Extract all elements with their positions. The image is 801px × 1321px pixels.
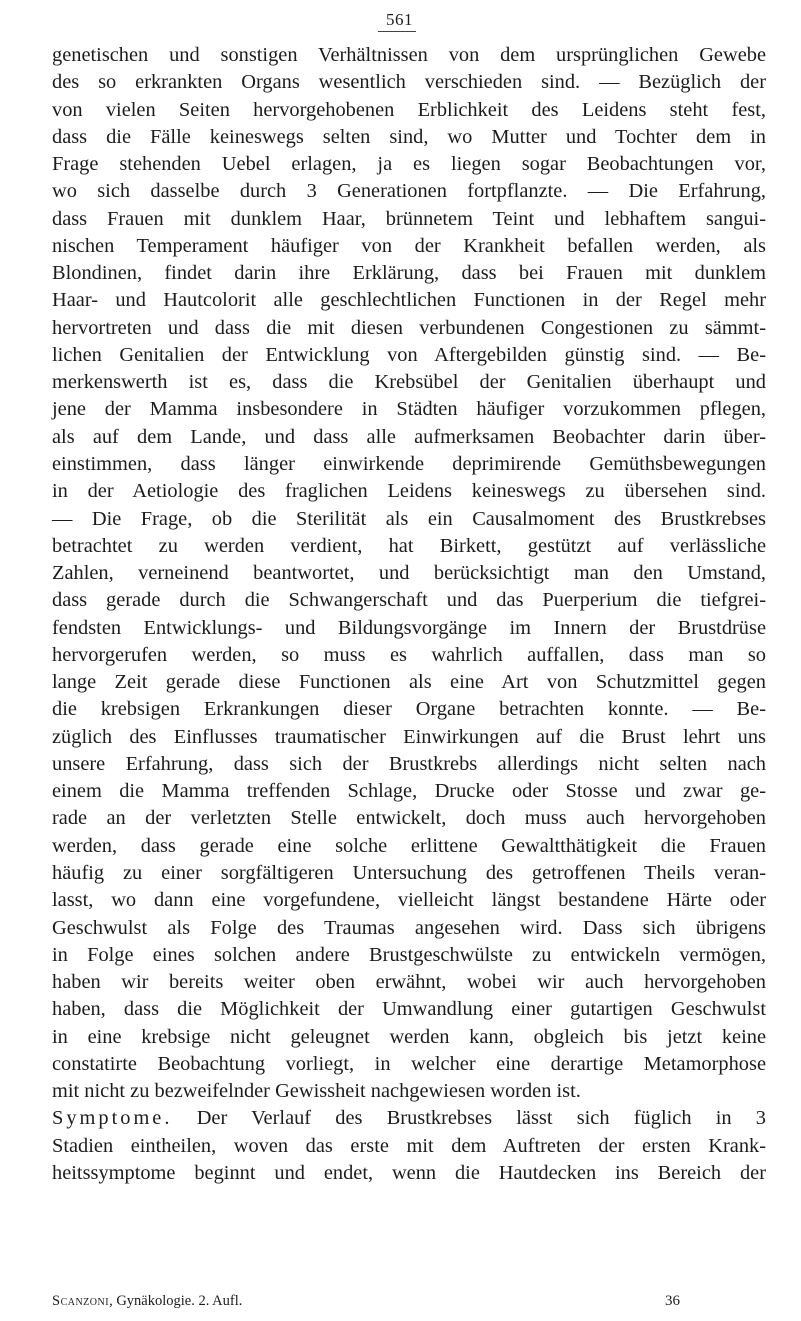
text-line: Zahlen, verneinend beantwortet, und berücksichtigt man den Umstand, [52, 562, 766, 585]
text-line: in Folge eines solchen andere Brustgeschwülste zu entwickeln vermögen, [52, 943, 766, 966]
page-footer [52, 1290, 766, 1312]
text-line: Haar- und Hautcolorit alle geschlechtlichen Functionen in der Regel mehr [52, 289, 766, 312]
text-line: in eine krebsige nicht geleugnet werden kann, obgleich bis jetzt keine [52, 1025, 766, 1048]
text-line: einstimmen, dass länger einwirkende deprimirende Gemüthsbewegungen [52, 452, 766, 475]
text-line: fendsten Entwicklungs- und Bildungsvorgänge im Innern der Brustdrüse [52, 616, 766, 639]
text-line: lasst, wo dann eine vorgefundene, vielleicht längst bestandene Härte oder [52, 889, 766, 912]
footer-book-title: , Gynäkologie. 2. Aufl. [109, 1293, 243, 1309]
text-line: Geschwulst als Folge des Traumas angesehen wird. Dass sich übrigens [52, 916, 766, 939]
text-line: von vielen Seiten hervorgehobenen Erblichkeit des Leidens steht fest, [52, 98, 766, 121]
body-text [52, 42, 766, 1187]
text-line: Frage stehenden Uebel erlagen, ja es liegen sogar Beobachtungen vor, [52, 153, 766, 176]
text-line: des so erkrankten Organs wesentlich verschieden sind. — Bezüglich der [52, 71, 766, 94]
text-line: Stadien eintheilen, woven das erste mit dem Auftreten der ersten Krank- [52, 1134, 766, 1157]
text-line: lichen Genitalien der Entwicklung von Aftergebilden günstig sind. — Be- [52, 343, 766, 366]
text-line: jene der Mamma insbesondere in Städten häufiger vorzukommen pflegen, [52, 398, 766, 421]
text-line: dass gerade durch die Schwangerschaft und das Puerperium die tiefgrei- [52, 589, 766, 612]
text-line: betrachtet zu werden verdient, hat Birkett, gestützt auf verlässliche [52, 534, 766, 557]
text-line: mit nicht zu bezweifelnder Gewissheit nachgewiesen worden ist. [52, 1080, 581, 1103]
text-line: dass Frauen mit dunklem Haar, brünnetem Teint und lebhaftem sangui- [52, 207, 766, 230]
text-line: — Die Frage, ob die Sterilität als ein Causalmoment des Brustkrebses [52, 507, 766, 530]
text-line: Blondinen, findet darin ihre Erklärung, dass bei Frauen mit dunklem [52, 262, 766, 285]
text-line: rade an der verletzten Stelle entwickelt, doch muss auch hervorgehoben [52, 807, 766, 830]
text-line: häufig zu einer sorgfältigeren Untersuchung des getroffenen Theils veran- [52, 861, 766, 884]
text-line: nischen Temperament häufiger von der Krankheit befallen werden, als [52, 234, 766, 257]
text-line: haben wir bereits weiter oben erwähnt, wobei wir auch hervorgehoben [52, 971, 766, 994]
page-number-underline [378, 31, 416, 32]
section-heading-symptome: Symptome. [52, 1107, 173, 1130]
text-line: die krebsigen Erkrankungen dieser Organe betrachten konnte. — Be- [52, 698, 766, 721]
text-line: wo sich dasselbe durch 3 Generationen fortpflanzte. — Die Erfahrung, [52, 180, 766, 203]
sheet-signature: 36 [665, 1293, 680, 1309]
text-line: züglich des Einflusses traumatischer Einwirkungen auf die Brust lehrt uns [52, 725, 766, 748]
text-line: merkenswerth ist es, dass die Krebsübel der Genitalien überhaupt und [52, 371, 766, 394]
footer-citation [52, 1290, 242, 1312]
text-line: constatirte Beobachtung vorliegt, in welcher eine derartige Metamorphose [52, 1052, 766, 1075]
text-line: lange Zeit gerade diese Functionen als eine Art von Schutzmittel gegen [52, 671, 766, 694]
text-line: unsere Erfahrung, dass sich der Brustkrebs allerdings nicht selten nach [52, 752, 766, 775]
text-line: als auf dem Lande, und dass alle aufmerksamen Beobachter darin über- [52, 425, 766, 448]
text-line: hervorgerufen werden, so muss es wahrlich auffallen, dass man so [52, 643, 766, 666]
text-line: werden, dass gerade eine solche erlittene Gewaltthätigkeit die Frauen [52, 834, 766, 857]
page-number: 561 [386, 10, 413, 29]
text-line: in der Aetiologie des fraglichen Leidens keineswegs zu übersehen sind. [52, 480, 766, 503]
symptome-line [52, 1105, 766, 1132]
text-line: dass die Fälle keineswegs selten sind, wo Mutter und Tochter dem in [52, 125, 766, 148]
text-line: haben, dass die Möglichkeit der Umwandlung einer gutartigen Geschwulst [52, 998, 766, 1021]
text-line: einem die Mamma treffenden Schlage, Drucke oder Stosse und zwar ge- [52, 780, 766, 803]
text-line: genetischen und sonstigen Verhältnissen von dem ursprünglichen Gewebe [52, 44, 766, 66]
text-line: heitssymptome beginnt und endet, wenn die Hautdecken ins Bereich der [52, 1161, 766, 1184]
footer-author: Scanzoni [52, 1293, 110, 1309]
symptome-text: Der Verlauf des Brustkrebses lässt sich füglich in 3 [196, 1107, 766, 1130]
text-line: hervortreten und dass die mit diesen verbundenen Congestionen zu sämmt- [52, 316, 766, 339]
